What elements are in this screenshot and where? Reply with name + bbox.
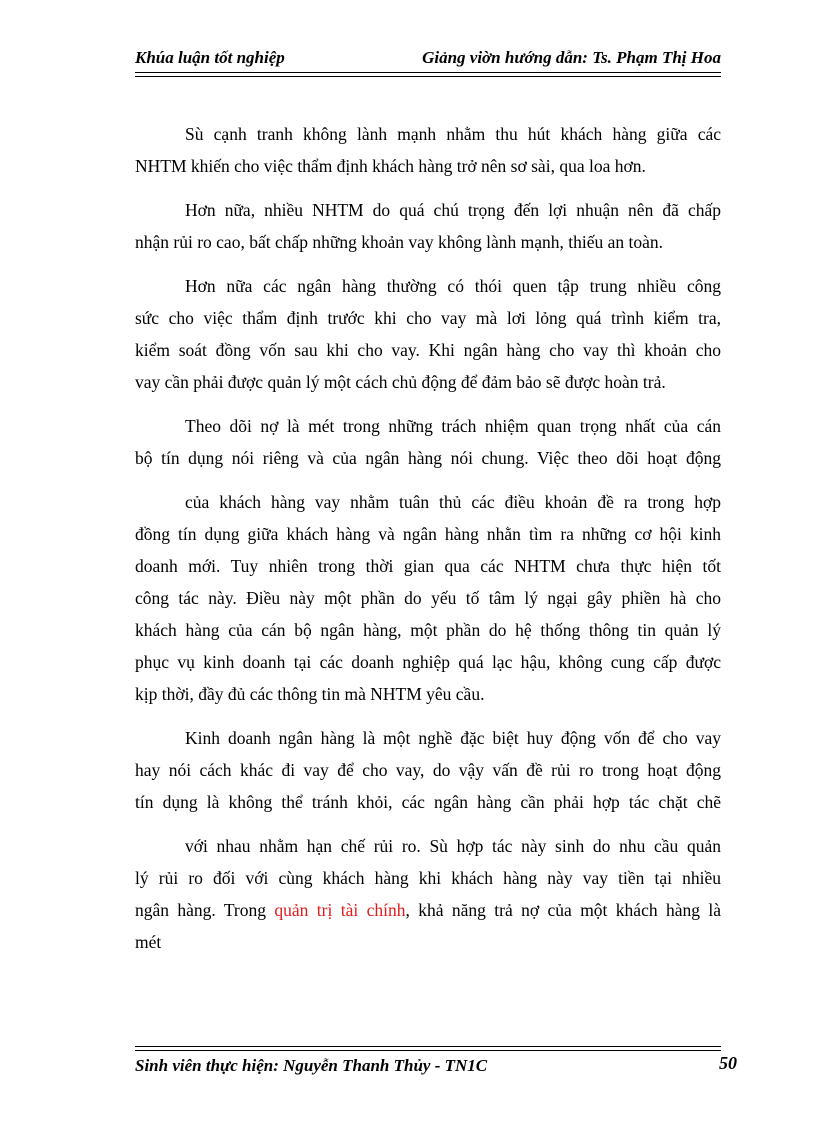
text-line: nhận rủi ro cao, bất chấp những khoản vay không lành mạnh, thiếu an toàn. bbox=[135, 232, 664, 252]
body-text bbox=[135, 118, 721, 958]
text-line: công tác này. Điều này một phần do yếu tố tâm lý ngại gây phiền hà cho bbox=[135, 588, 721, 608]
text-line: khách hàng của cán bộ ngân hàng, một phần do hệ thống thông tin quản lý bbox=[135, 620, 721, 640]
text-line: của khách hàng vay nhằm tuân thủ các điều khoản đề ra trong hợp bbox=[185, 492, 721, 512]
footer-rule bbox=[135, 1050, 721, 1051]
text-line: hay nói cách khác đi vay để cho vay, do vậy vấn đề rủi ro trong hoạt động bbox=[135, 760, 721, 780]
text-line: phục vụ kinh doanh tại các doanh nghiệp quá lạc hậu, không cung cấp được bbox=[135, 652, 721, 672]
text-line: kiểm soát đồng vốn sau khi cho vay. Khi ngân hàng cho vay thì khoản cho bbox=[135, 340, 721, 360]
text-fragment: ngân hàng. Trong bbox=[135, 900, 275, 920]
page-footer bbox=[135, 1046, 737, 1086]
header-rule bbox=[135, 72, 721, 73]
text-line: lý rủi ro đối với cùng khách hàng khi khách hàng này vay tiền tại nhiều bbox=[135, 868, 721, 888]
text-line: doanh mới. Tuy nhiên trong thời gian qua các NHTM chưa thực hiện tốt bbox=[135, 556, 721, 576]
text-line: bộ tín dụng nói riêng và của ngân hàng nói chung. Việc theo dõi hoạt động bbox=[135, 448, 721, 468]
text-line: vay cần phải được quản lý một cách chủ động để đảm bảo sẽ được hoàn trả. bbox=[135, 372, 666, 392]
text-line: với nhau nhằm hạn chế rủi ro. Sù hợp tác này sinh do nhu cầu quản bbox=[185, 836, 721, 856]
text-line: Hơn nữa, nhiều NHTM do quá chú trọng đến lợi nhuận nên đã chấp bbox=[185, 200, 721, 220]
header-thesis-label: Khúa luận tốt nghiệp bbox=[135, 48, 285, 67]
text-line: NHTM khiến cho việc thẩm định khách hàng trở nên sơ sài, qua loa hơn. bbox=[135, 156, 646, 176]
text-line-with-link bbox=[135, 894, 721, 926]
text-line: Theo dõi nợ là mét trong những trách nhiệm quan trọng nhất của cán bbox=[185, 416, 721, 436]
footer-student: Sinh viên thực hiện: Nguyễn Thanh Thủy - TN1C bbox=[135, 1056, 488, 1075]
text-line: Sù cạnh tranh không lành mạnh nhằm thu hút khách hàng giữa các bbox=[185, 124, 721, 144]
header-advisor: Giảng viờn hướng dẫn: Ts. Phạm Thị Hoa bbox=[422, 48, 721, 67]
page-number: 50 bbox=[719, 1053, 737, 1073]
text-line: kịp thời, đầy đủ các thông tin mà NHTM yêu cầu. bbox=[135, 684, 485, 704]
footer-rule-thin bbox=[135, 1046, 721, 1047]
text-line: Kinh doanh ngân hàng là một nghề đặc biệt huy động vốn để cho vay bbox=[185, 728, 721, 748]
page-header bbox=[135, 46, 721, 74]
text-line: đồng tín dụng giữa khách hàng và ngân hàng nhằn tìm ra những cơ hội kinh bbox=[135, 524, 721, 544]
text-line: Hơn nữa các ngân hàng thường có thói quen tập trung nhiều công bbox=[185, 276, 721, 296]
text-fragment: , khả năng trả nợ của một khách hàng là bbox=[405, 900, 721, 920]
text-line: tín dụng là không thể tránh khỏi, các ngân hàng cần phải hợp tác chặt chẽ bbox=[135, 792, 721, 812]
text-line: mét bbox=[135, 932, 162, 952]
header-rule-thin bbox=[135, 76, 721, 77]
financial-management-link[interactable]: quản trị tài chính bbox=[274, 900, 406, 920]
text-line: sức cho việc thẩm định trước khi cho vay mà lơi lỏng quá trình kiểm tra, bbox=[135, 308, 721, 328]
